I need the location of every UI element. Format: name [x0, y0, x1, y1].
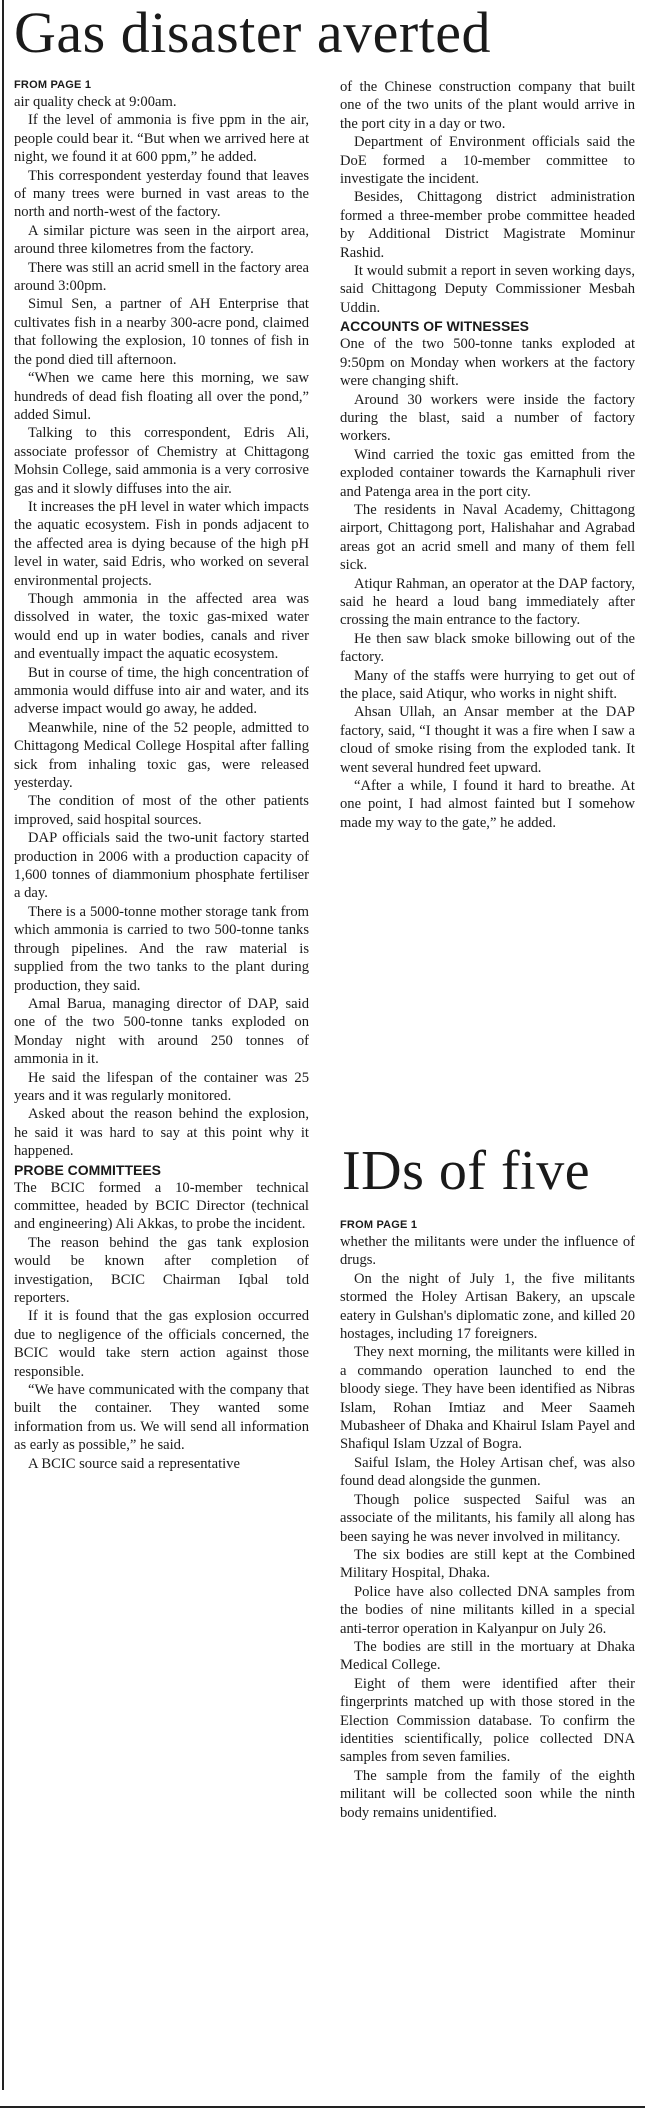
paragraph: Around 30 workers were inside the factory during the blast, said a number of factory workers.	[340, 391, 635, 445]
paragraph: Asked about the reason behind the explosion, he said it was hard to say at this point why it happened.	[14, 1106, 309, 1160]
paragraph: Though ammonia in the affected area was dissolved in water, the toxic gas-mixed water would end up in water bodies, canals and river and eventually impact the aquatic ecosystem.	[14, 590, 309, 663]
paragraph: He then saw black smoke billowing out of the factory.	[340, 630, 635, 666]
paragraph: Besides, Chittagong district administration formed a three-member probe committee headed by Additional District Magistrate Mominur Rashid.	[340, 189, 635, 261]
paragraph: “After a while, I found it hard to breathe. At one point, I had almost fainted but I somehow made my way to the gate,” he added.	[340, 778, 635, 831]
paragraph: “We have communicated with the company that built the container. They wanted some information from us. We will send all information as early as possible,” he said.	[14, 1382, 309, 1454]
paragraph: The BCIC formed a 10-member technical committee, headed by BCIC Director (technical and engineering) Ali Akkas, to probe the incident.	[14, 1179, 309, 1233]
paragraph: The reason behind the gas tank explosion would be known after completion of investigation, BCIC Chairman Iqbal told reporters.	[14, 1234, 309, 1306]
paragraph: “When we came here this morning, we saw hundreds of dead fish floating all over the pond,” added Simul.	[14, 370, 309, 423]
paragraph: But in course of time, the high concentration of ammonia would diffuse into air and water, and its adverse impact would go away, he added.	[14, 664, 309, 718]
paragraph: The residents in Naval Academy, Chittagong airport, Chittagong port, Halishahar and Agrabad areas got an acrid smell and many of them fell sick.	[340, 501, 635, 574]
paragraph: There is a 5000-tonne mother storage tank from which ammonia is carried to two 500-tonne tanks through pipelines. And the raw material is supplied from the two tanks to the plant during production, they said.	[14, 903, 309, 994]
paragraph: Talking to this correspondent, Edris Ali, associate professor of Chemistry at Chittagong Mohsin College, said ammonia is a very corrosive gas and it slowly diffuses into the air.	[14, 425, 309, 497]
paragraph: Simul Sen, a partner of AH Enterprise that cultivates fish in a nearby 300-acre pond, claimed that following the explosion, 10 tonnes of fish in the pond died till afternoon.	[14, 296, 309, 368]
column-rule-left	[2, 0, 4, 2090]
paragraph: There was still an acrid smell in the factory area around 3:00pm.	[14, 259, 309, 295]
paragraph: A similar picture was seen in the airport area, around three kilometres from the factory.	[14, 222, 309, 258]
paragraph: One of the two 500-tonne tanks exploded at 9:50pm on Monday when workers at the factory were changing shift.	[340, 336, 635, 390]
paragraph: The bodies are still in the mortuary at Dhaka Medical College.	[340, 1638, 635, 1674]
paragraph: The condition of most of the other patients improved, said hospital sources.	[14, 793, 309, 828]
headline-gas-disaster: Gas disaster averted	[14, 0, 492, 65]
paragraph: Ahsan Ullah, an Ansar member at the DAP factory, said, “I thought it was a fire when I saw a cloud of smoke rising from the exploded tank. It went several hundred feet upward.	[340, 704, 635, 776]
paragraph: Though police suspected Saiful was an associate of the militants, his family all along has been saying he was never involved in militancy.	[340, 1491, 635, 1545]
paragraph: DAP officials said the two-unit factory started production in 2006 with a production capacity of 1,600 tonnes of diammonium phosphate fertiliser a day.	[14, 830, 309, 902]
article-column-right	[340, 78, 635, 832]
paragraph: Police have also collected DNA samples from the bodies of nine militants killed in a special anti-terror operation in Kalyanpur on July 26.	[340, 1583, 635, 1637]
paragraph: Department of Environment officials said the DoE formed a 10-member committee to investigate the incident.	[340, 134, 635, 188]
paragraph: If it is found that the gas explosion occurred due to negligence of the officials concerned, the BCIC would take stern action against those responsible.	[14, 1308, 309, 1380]
headline-ids-of-five: IDs of five	[342, 1140, 591, 1202]
paragraph: A BCIC source said a representative	[28, 1455, 240, 1472]
paragraph: Meanwhile, nine of the 52 people, admitted to Chittagong Medical College Hospital after falling sick from inhaling toxic gas, were released yesterday.	[14, 719, 309, 792]
paragraph: Atiqur Rahman, an operator at the DAP factory, said he heard a loud bang immediately after crossing the main entrance to the factory.	[340, 575, 635, 629]
paragraph: If the level of ammonia is five ppm in the air, people could bear it. “But when we arrived here at night, we found it at 600 ppm,” he added.	[14, 112, 309, 166]
paragraph: On the night of July 1, the five militants stormed the Holey Artisan Bakery, an upscale eatery in Gulshan's diplomatic zone, and killed 20 hostages, including 17 foreigners.	[340, 1270, 635, 1343]
article-column-ids-of-five	[340, 1218, 635, 1822]
paragraph: Amal Barua, managing director of DAP, said one of the two 500-tonne tanks exploded on Monday night with around 250 tonnes of ammonia in it.	[14, 995, 309, 1068]
paragraph: Many of the staffs were hurrying to get out of the place, said Atiqur, who works in night shift.	[340, 667, 635, 702]
subhead-accounts-of-witnesses: ACCOUNTS OF WITNESSES	[340, 318, 530, 335]
paragraph: It would submit a report in seven working days, said Chittagong Deputy Commissioner Mesbah Uddin.	[340, 263, 635, 316]
paragraph: of the Chinese construction company that built one of the two units of the plant would arrive in the port city in a day or two.	[340, 79, 635, 132]
paragraph: The six bodies are still kept at the Combined Military Hospital, Dhaka.	[340, 1546, 635, 1582]
page-bottom-rule	[0, 2106, 645, 2108]
paragraph: air quality check at 9:00am.	[14, 94, 177, 110]
paragraph: Saiful Islam, the Holey Artisan chef, was also found dead alongside the gunmen.	[340, 1454, 635, 1490]
paragraph: The sample from the family of the eighth militant will be collected soon while the ninth body remains unidentified.	[340, 1767, 635, 1821]
jump-kicker: FROM PAGE 1	[340, 1219, 418, 1231]
paragraph: They next morning, the militants were killed in a commando operation launched to end the bloody siege. They have been identified as Nibras Islam, Rohan Imtiaz and Meer Saameh Mubasheer of Dhaka and Khairul Islam Payel and Shafiqul Islam Uzzal of Bogra.	[340, 1344, 635, 1453]
paragraph: It increases the pH level in water which impacts the aquatic ecosystem. Fish in ponds adjacent to the affected area is dying because of the high pH level in water, said Edris, who worked on several environmental projects.	[14, 498, 309, 589]
paragraph: He said the lifespan of the container was 25 years and it was regularly monitored.	[14, 1069, 309, 1104]
paragraph: This correspondent yesterday found that leaves of many trees were burned in vast areas to the north and north-west of the factory.	[14, 167, 309, 221]
jump-kicker: FROM PAGE 1	[14, 79, 92, 91]
paragraph: Wind carried the toxic gas emitted from the exploded container towards the Karnaphuli river and Patenga area in the port city.	[340, 446, 635, 500]
article-column-left	[14, 78, 309, 1473]
subhead-probe-committees: PROBE COMMITTEES	[14, 1161, 162, 1178]
paragraph: whether the militants were under the influence of drugs.	[340, 1234, 635, 1269]
paragraph: Eight of them were identified after their fingerprints matched up with those stored in the Election Commission database. To confirm the identities scientifically, police collected DNA samples from seven families.	[340, 1675, 635, 1766]
